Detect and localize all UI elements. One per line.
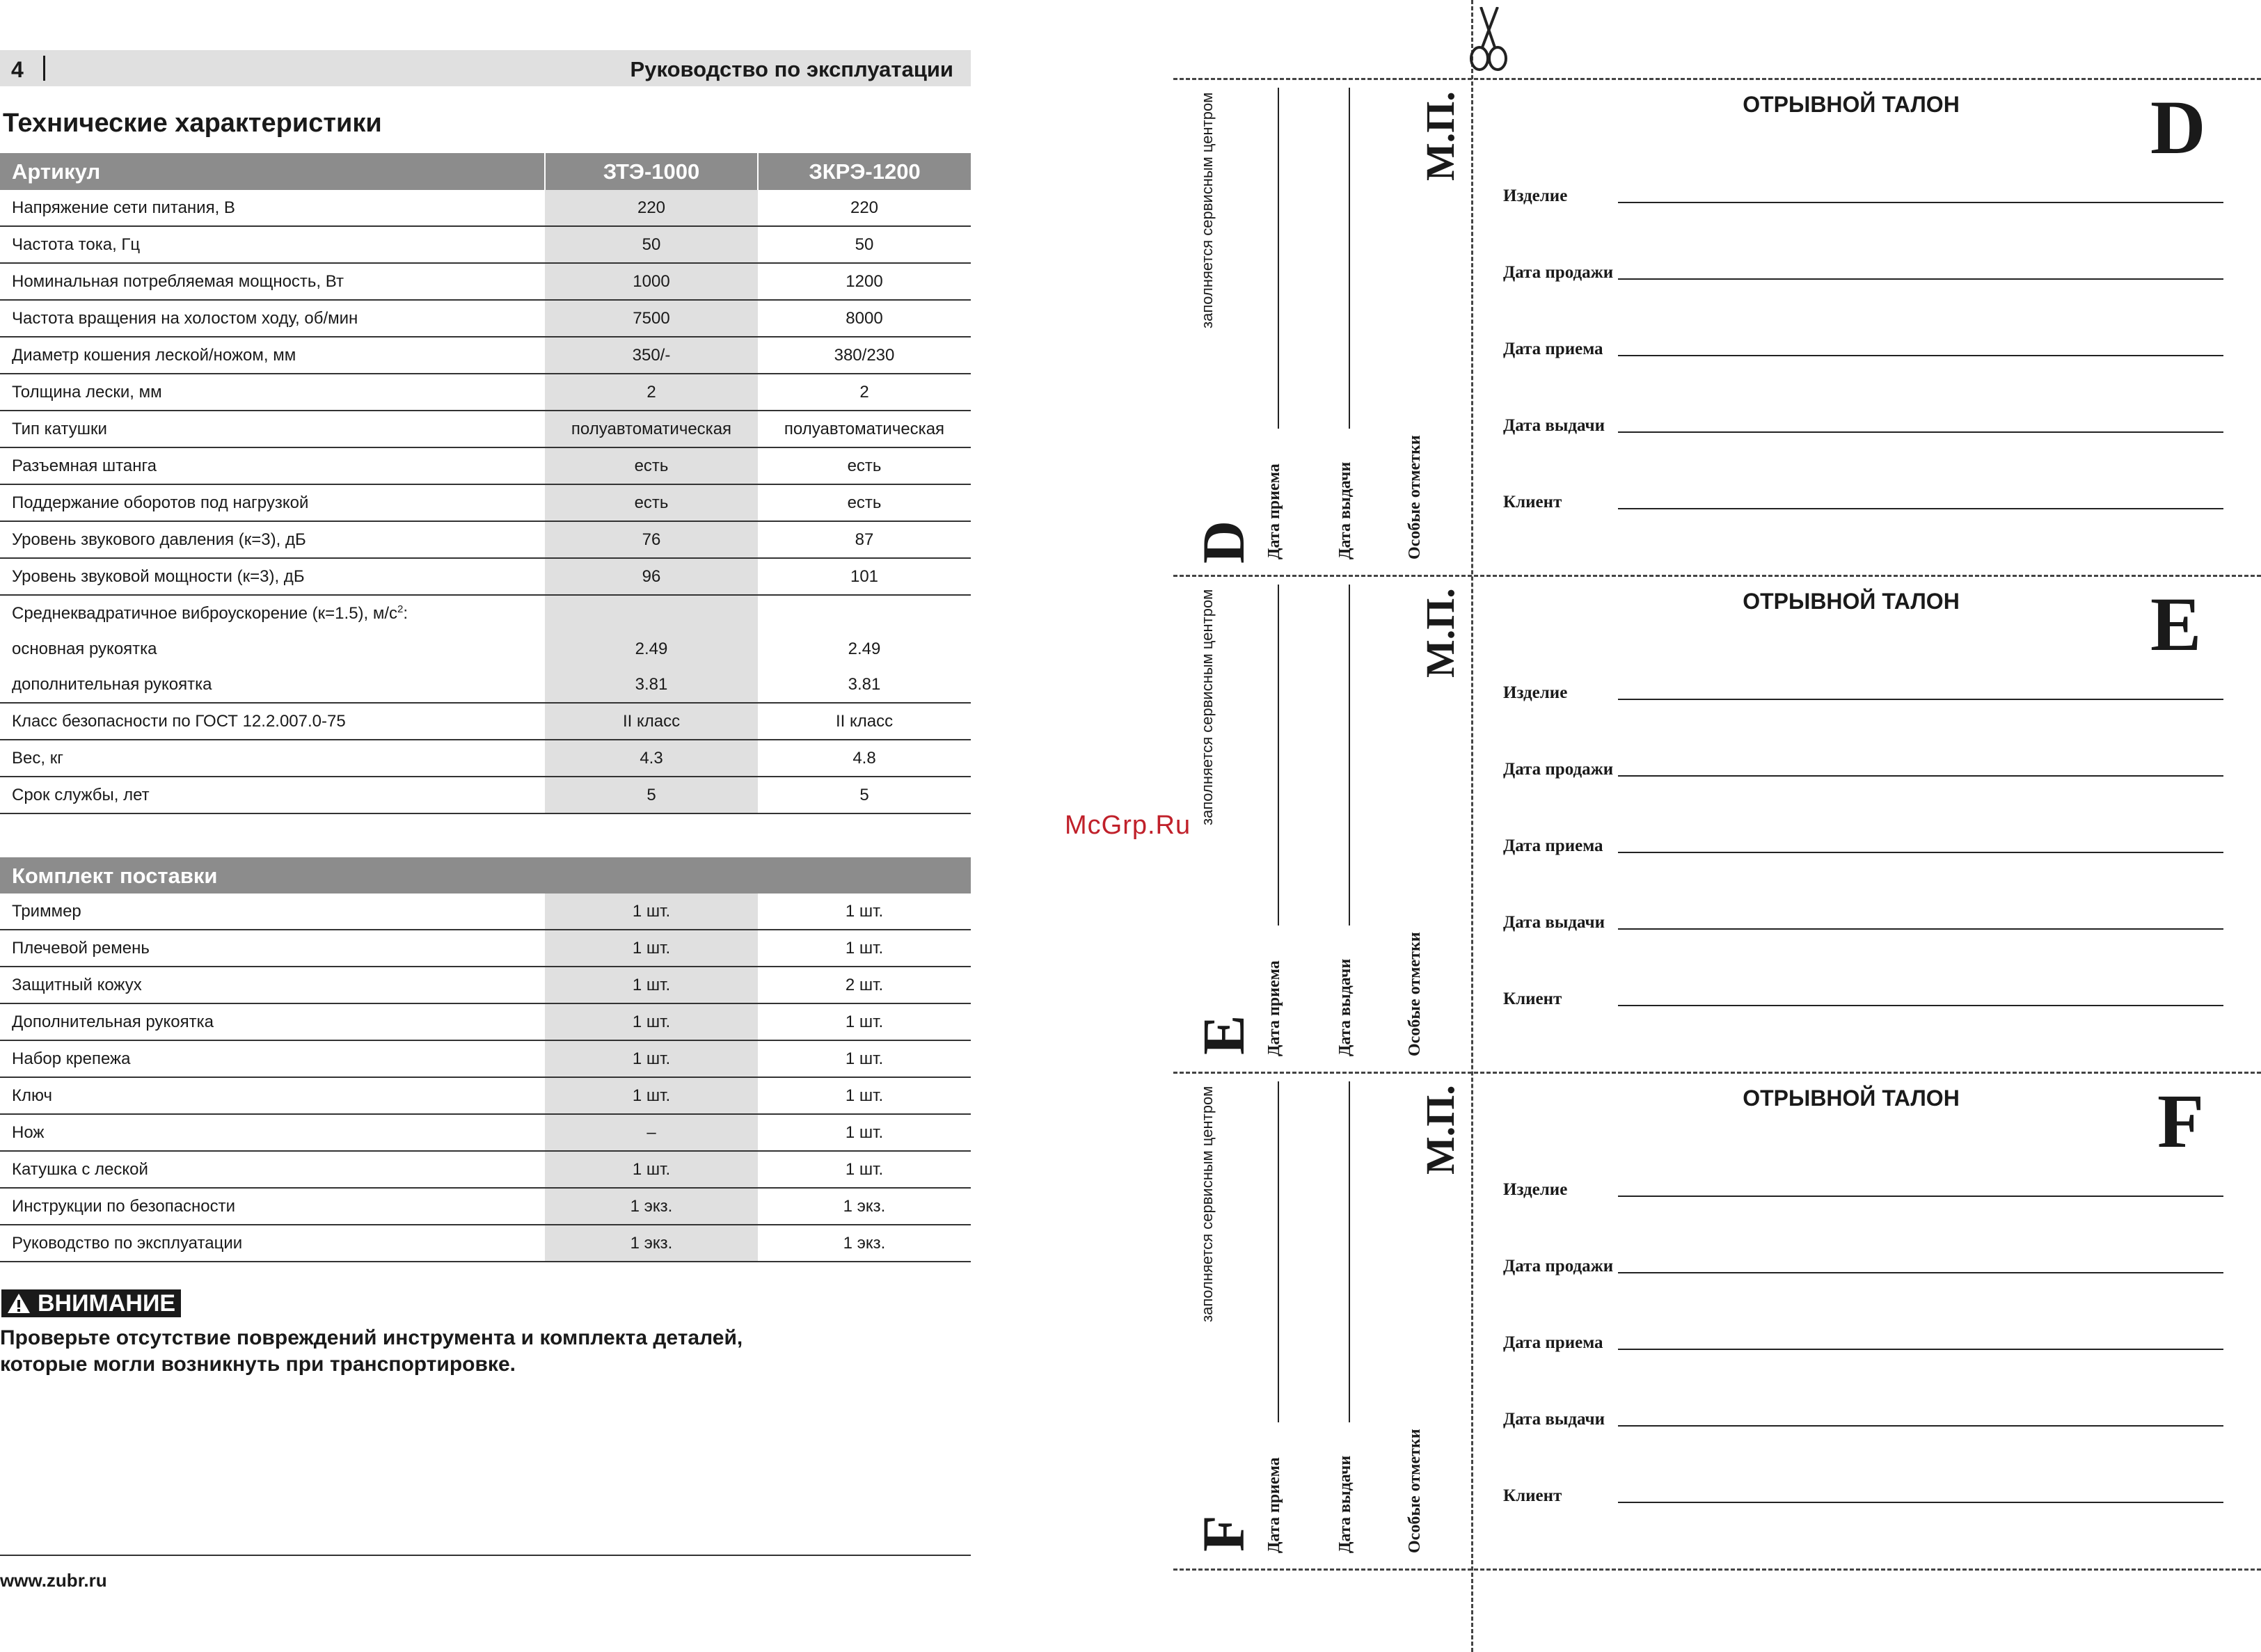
header-divider (43, 56, 45, 81)
table-row (0, 631, 971, 667)
vibration-label: Среднеквадратичное виброускорение (к=1.5), м/с (12, 604, 398, 623)
table-row (0, 337, 971, 374)
kit-item: Триммер (0, 893, 545, 930)
spec-value: 1200 (758, 263, 971, 300)
table-row (0, 893, 971, 930)
field-label-issue-date: Дата выдачи (1503, 416, 1605, 435)
table-row (0, 967, 971, 1003)
kit-qty: 1 экз. (545, 1225, 758, 1262)
field-label-receipt-date: Дата приема (1503, 1333, 1603, 1352)
warning-triangle-icon (7, 1292, 31, 1315)
stub-label-special-notes: Особые отметки (1406, 1429, 1424, 1553)
stub-line (1349, 1081, 1350, 1422)
column-header-model-1: ЗТЭ-1000 (545, 153, 758, 190)
specs-section-title: Технические характеристики (3, 109, 382, 138)
spec-name: основная рукоятка (12, 639, 157, 658)
kit-item: Нож (0, 1114, 545, 1151)
stub-label-date-received: Дата приема (1265, 1457, 1283, 1553)
kit-item: Катушка с леской (0, 1151, 545, 1188)
spec-value: 220 (758, 190, 971, 226)
table-row (0, 226, 971, 263)
spec-value: полуавтоматическая (545, 411, 758, 447)
table-row (0, 1188, 971, 1225)
spec-value: 350/- (545, 337, 758, 374)
table-row (0, 1040, 971, 1077)
field-line (1618, 775, 2223, 777)
spec-name: Диаметр кошения леской/ножом, мм (0, 337, 545, 374)
coupon-letter: D (2150, 85, 2206, 170)
page-number: 4 (11, 57, 24, 82)
field-line (1618, 1196, 2223, 1197)
kit-qty: 1 шт. (758, 1114, 971, 1151)
table-row (0, 447, 971, 484)
warning-text-line: Проверьте отсутствие повреждений инструмента и комплекта деталей, (0, 1326, 743, 1349)
stub-label-special-notes: Особые отметки (1406, 932, 1424, 1056)
column-header-model-2: ЗКРЭ-1200 (758, 153, 971, 190)
spec-name: Уровень звуковой мощности (к=3), дБ (0, 558, 545, 595)
spec-value: 3.81 (758, 667, 971, 703)
coupon-title: ОТРЫВНОЙ ТАЛОН (1743, 92, 1960, 117)
spec-value: 96 (545, 558, 758, 595)
kit-qty: 1 шт. (758, 1077, 971, 1114)
spec-value: есть (545, 447, 758, 484)
spec-value: есть (545, 484, 758, 521)
stub-label-date-issued: Дата выдачи (1336, 461, 1354, 559)
kit-qty: 1 шт. (758, 1151, 971, 1188)
vertical-cut-line (1471, 0, 1473, 1652)
field-line (1618, 431, 2223, 433)
spec-name: дополнительная рукоятка (0, 667, 545, 703)
spec-name: Частота вращения на холостом ходу, об/мин (0, 300, 545, 337)
field-line (1618, 852, 2223, 853)
spec-value: 2 (545, 374, 758, 411)
field-line (1618, 1425, 2223, 1427)
kit-item: Набор крепежа (0, 1040, 545, 1077)
spec-value: 5 (545, 777, 758, 813)
spec-value: 50 (545, 226, 758, 263)
kit-item: Защитный кожух (0, 967, 545, 1003)
spec-value: 2.49 (848, 639, 881, 658)
spec-name: Вес, кг (0, 740, 545, 777)
scissors-icon (1466, 7, 1510, 74)
kit-qty: 1 шт. (545, 1077, 758, 1114)
specs-header-row (0, 153, 971, 190)
stub-stamp: М.П. (1418, 1085, 1463, 1175)
spec-value: 2.49 (545, 631, 758, 667)
table-row (0, 411, 971, 447)
stub-line (1278, 1081, 1279, 1422)
stub-note: заполняется сервисным центром (1198, 1086, 1216, 1322)
warning-text (0, 1325, 905, 1378)
coupon-title: ОТРЫВНОЙ ТАЛОН (1743, 1086, 1960, 1111)
kit-table (0, 893, 971, 1262)
warning-badge-label: ВНИМАНИЕ (38, 1290, 176, 1317)
field-line (1618, 699, 2223, 700)
spec-name (0, 595, 545, 631)
stub-label-date-issued: Дата выдачи (1336, 1455, 1354, 1553)
spec-name: Напряжение сети питания, В (0, 190, 545, 226)
table-row (0, 1077, 971, 1114)
kit-qty: 1 шт. (545, 1040, 758, 1077)
spec-value: есть (758, 484, 971, 521)
stub-note: заполняется сервисным центром (1198, 92, 1216, 328)
kit-qty: 1 шт. (545, 930, 758, 967)
spec-name: Класс безопасности по ГОСТ 12.2.007.0-75 (0, 703, 545, 740)
kit-item: Ключ (0, 1077, 545, 1114)
field-label-product: Изделие (1503, 186, 1568, 205)
field-label-client: Клиент (1503, 493, 1562, 511)
stub-label-date-issued: Дата выдачи (1336, 958, 1354, 1056)
kit-item: Дополнительная рукоятка (0, 1003, 545, 1040)
table-row (0, 667, 971, 703)
spec-value: 76 (545, 521, 758, 558)
table-row-vibration-header (0, 595, 971, 631)
kit-item: Плечевой ремень (0, 930, 545, 967)
spec-name: Частота тока, Гц (0, 226, 545, 263)
spec-value: 220 (545, 190, 758, 226)
kit-section-title: Комплект поставки (12, 864, 218, 888)
kit-qty: 1 шт. (545, 893, 758, 930)
spec-name: Толщина лески, мм (0, 374, 545, 411)
coupon-letter: E (2150, 582, 2202, 667)
stub-stamp: М.П. (1418, 588, 1463, 678)
field-label-receipt-date: Дата приема (1503, 340, 1603, 358)
coupon-letter: F (2157, 1079, 2205, 1163)
table-row (0, 703, 971, 740)
spec-value: 1000 (545, 263, 758, 300)
stub-letter: F (1190, 1515, 1257, 1552)
table-row (0, 190, 971, 226)
kit-qty: 1 шт. (545, 1151, 758, 1188)
spec-value: 87 (758, 521, 971, 558)
table-row (0, 1003, 971, 1040)
spec-value: 4.8 (758, 740, 971, 777)
table-row (0, 521, 971, 558)
spec-name: Срок службы, лет (0, 777, 545, 813)
table-row (0, 1114, 971, 1151)
cut-line-bottom (1173, 1568, 2261, 1571)
cut-line-2 (1173, 1072, 2261, 1074)
stub-line (1349, 88, 1350, 429)
page-header-title: Руководство по эксплуатации (630, 57, 953, 81)
spec-value: 50 (758, 226, 971, 263)
table-row (0, 930, 971, 967)
stub-label-date-received: Дата приема (1265, 463, 1283, 559)
stub-letter: E (1190, 1015, 1257, 1055)
field-label-product: Изделие (1503, 683, 1568, 702)
field-label-issue-date: Дата выдачи (1503, 1410, 1605, 1429)
field-label-sale-date: Дата продажи (1503, 760, 1614, 779)
field-label-client: Клиент (1503, 1486, 1562, 1505)
warning-text-line: которые могли возникнуть при транспортировке. (0, 1353, 516, 1376)
footer-url: www.zubr.ru (0, 1570, 107, 1591)
field-line (1618, 202, 2223, 203)
kit-qty: 1 экз. (758, 1188, 971, 1225)
manual-page (0, 0, 974, 1652)
watermark: McGrp.Ru (1065, 811, 1191, 840)
spec-name: Тип катушки (0, 411, 545, 447)
spec-value: 2 (758, 374, 971, 411)
table-row (0, 374, 971, 411)
field-line (1618, 928, 2223, 930)
stub-note: заполняется сервисным центром (1198, 589, 1216, 825)
field-line (1618, 1272, 2223, 1273)
stub-letter: D (1190, 520, 1257, 564)
cut-line-1 (1173, 575, 2261, 577)
field-label-issue-date: Дата выдачи (1503, 913, 1605, 932)
kit-qty: 1 шт. (545, 967, 758, 1003)
footer-divider (0, 1555, 971, 1556)
table-row (0, 740, 971, 777)
cut-line-top (1173, 78, 2261, 80)
field-label-receipt-date: Дата приема (1503, 836, 1603, 855)
field-line (1618, 508, 2223, 509)
kit-qty: 1 экз. (545, 1188, 758, 1225)
coupon-title: ОТРЫВНОЙ ТАЛОН (1743, 589, 1960, 614)
spec-value: полуавтоматическая (758, 411, 971, 447)
spec-name: Номинальная потребляемая мощность, Вт (0, 263, 545, 300)
table-row (0, 1151, 971, 1188)
kit-qty: 1 шт. (758, 1003, 971, 1040)
vibration-label-suffix: : (403, 604, 408, 623)
kit-qty: 1 экз. (758, 1225, 971, 1262)
vibration-label-superscript: 2 (397, 603, 404, 615)
column-header-article: Артикул (0, 153, 545, 190)
stub-label-special-notes: Особые отметки (1406, 435, 1424, 559)
spec-value: 4.3 (545, 740, 758, 777)
spec-value: II класс (758, 703, 971, 740)
kit-qty: – (545, 1114, 758, 1151)
spec-name: Поддержание оборотов под нагрузкой (0, 484, 545, 521)
spec-value: 8000 (758, 300, 971, 337)
spec-value: 101 (758, 558, 971, 595)
stub-label-date-received: Дата приема (1265, 960, 1283, 1056)
table-row (0, 484, 971, 521)
table-row (0, 777, 971, 813)
spec-value: 380/230 (758, 337, 971, 374)
kit-qty: 1 шт. (758, 930, 971, 967)
kit-item: Инструкции по безопасности (0, 1188, 545, 1225)
spec-name: Уровень звукового давления (к=3), дБ (0, 521, 545, 558)
specs-table (0, 153, 971, 814)
kit-qty: 2 шт. (758, 967, 971, 1003)
table-row (0, 1225, 971, 1262)
field-line (1618, 1349, 2223, 1350)
spec-value: есть (758, 447, 971, 484)
spec-value: 3.81 (545, 667, 758, 703)
kit-qty: 1 шт. (758, 1040, 971, 1077)
field-line (1618, 1005, 2223, 1006)
table-row (0, 300, 971, 337)
field-label-client: Клиент (1503, 990, 1562, 1008)
spec-value: 5 (758, 777, 971, 813)
spec-value: II класс (545, 703, 758, 740)
kit-qty: 1 шт. (545, 1003, 758, 1040)
spec-name: Разъемная штанга (0, 447, 545, 484)
kit-qty: 1 шт. (758, 893, 971, 930)
field-label-sale-date: Дата продажи (1503, 263, 1614, 282)
field-line (1618, 1502, 2223, 1503)
spec-value: 7500 (545, 300, 758, 337)
table-row (0, 558, 971, 595)
stub-line (1278, 88, 1279, 429)
field-line (1618, 278, 2223, 280)
stub-line (1349, 585, 1350, 926)
stub-line (1278, 585, 1279, 926)
field-label-sale-date: Дата продажи (1503, 1257, 1614, 1276)
field-line (1618, 355, 2223, 356)
stub-stamp: М.П. (1418, 91, 1463, 181)
kit-item: Руководство по эксплуатации (0, 1225, 545, 1262)
field-label-product: Изделие (1503, 1180, 1568, 1199)
table-row (0, 263, 971, 300)
